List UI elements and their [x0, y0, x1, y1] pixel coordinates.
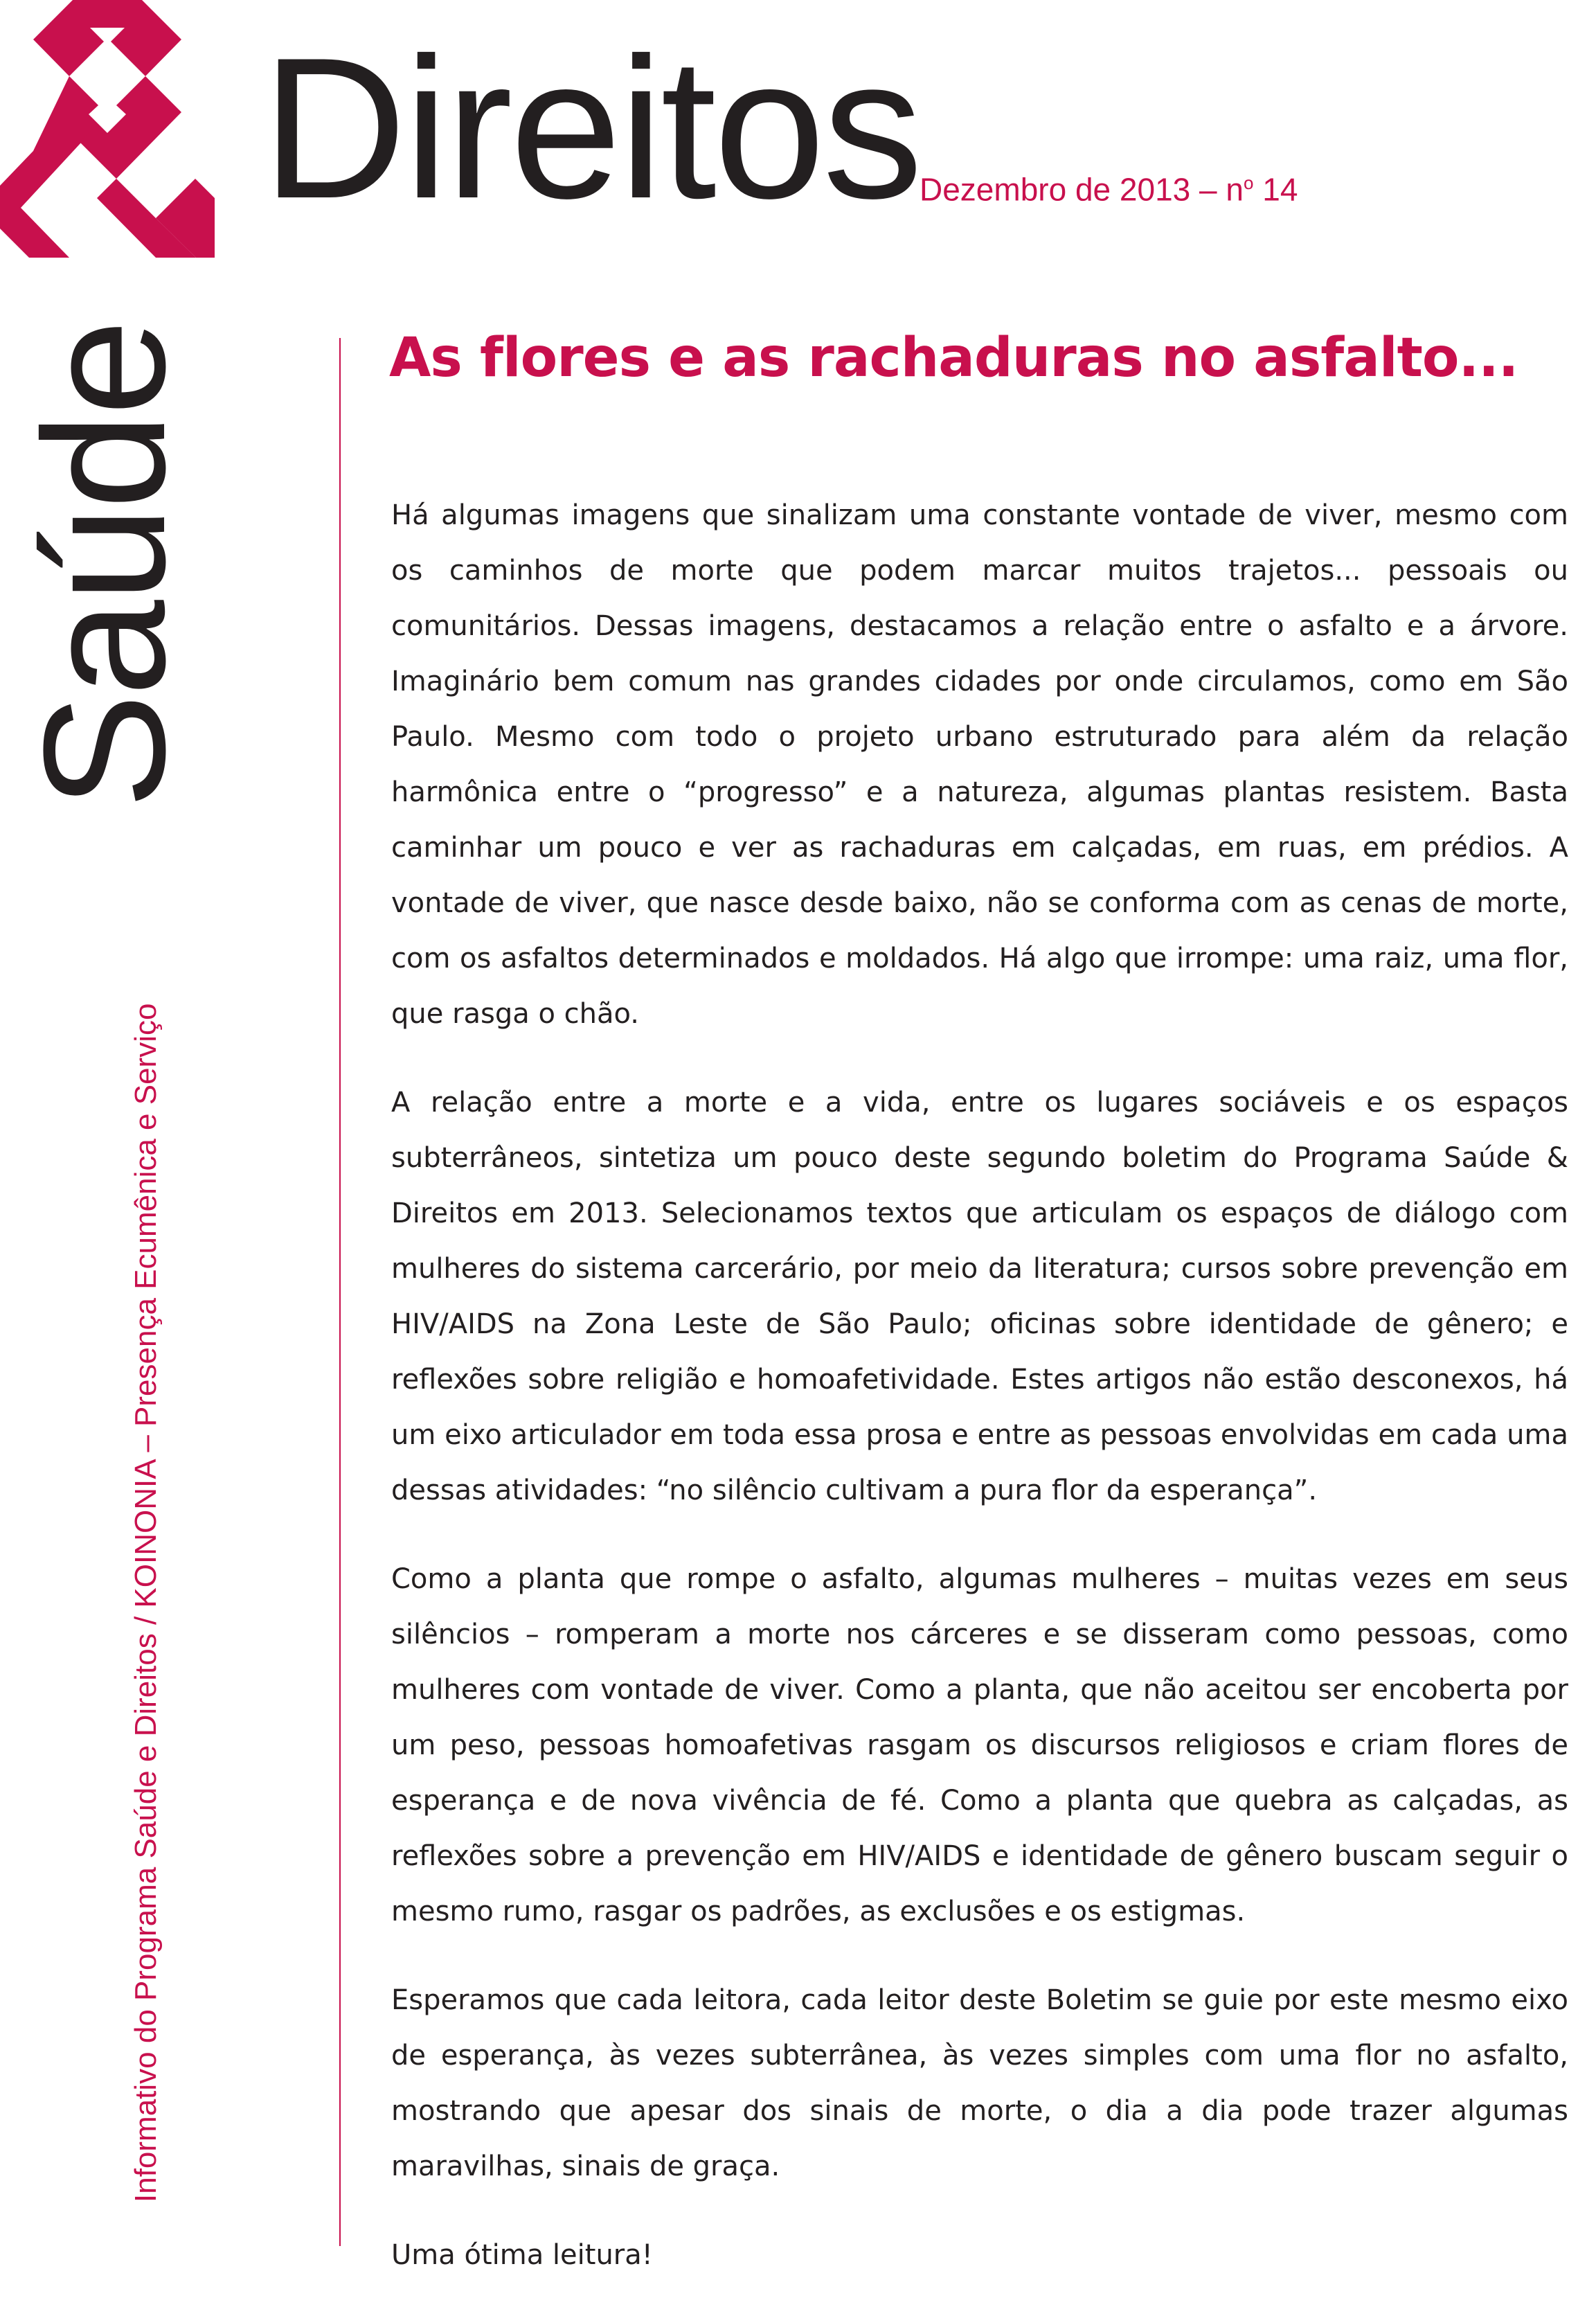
sidebar-subtitle: Informativo do Programa Saúde e Direitos / KOINONIA – Presença Ecumênica e Serviço	[129, 1003, 163, 2202]
article-body	[391, 488, 1568, 2316]
vertical-divider	[339, 338, 341, 2246]
article-paragraph: Esperamos que cada leitora, cada leitor deste Boletim se guie por este mesmo eixo de esperança, às vezes subterrânea, às vezes simples com uma flor no asfalto, mostrando que apesar dos sinais de morte, o dia a dia pode trazer algumas maravilhas, sinais de graça.	[391, 1984, 1568, 2182]
red-ribbon-logo	[0, 0, 215, 263]
issue-date	[920, 163, 1298, 208]
sidebar-word: Saúde	[8, 322, 201, 809]
issue-date-text: Dezembro de 2013 – n	[920, 171, 1244, 208]
article-paragraph: A relação entre a morte e a vida, entre os lugares sociáveis e os espaços subterrâneos, sintetiza um pouco deste segundo boletim do Programa Saúde & Direitos em 2013. Selecionamos textos que articulam os espaços de diálogo com mulheres do sistema carcerário, por meio da literatura; cursos sobre prevenção em HIV/AIDS na Zona Leste de São Paulo; oficinas sobre identidade de gênero; e reflexões sobre religião e homoafetividade. Estes artigos não estão desconexos, há um eixo articulador em toda essa prosa e entre as pessoas envolvidas em cada uma dessas atividades: “no silêncio cultivam a pura flor da esperança”.	[391, 1087, 1568, 1506]
article-closing: Uma ótima leitura!	[391, 2239, 653, 2271]
article-headline: As flores e as rachaduras no asfalto...	[389, 327, 1518, 389]
masthead-title: Direitos	[262, 16, 920, 240]
article-paragraph: Há algumas imagens que sinalizam uma constante vontade de viver, mesmo com os caminhos de morte que podem marcar muitos trajetos... pessoais ou comunitários. Dessas imagens, destacamos a relação entre o asfalto e a árvore. Imaginário bem comum nas grandes cidades por onde circulamos, como em São Paulo. Mesmo com todo o projeto urbano estruturado para além da relação harmônica entre o “progresso” e a natureza, algumas plantas resistem. Basta caminhar um pouco e ver as rachaduras em calçadas, em ruas, em prédios. A vontade de viver, que nasce desde baixo, não se conforma com as cenas de morte, com os asfaltos determinados e moldados. Há algo que irrompe: uma raiz, uma flor, que rasga o chão.	[391, 499, 1568, 1030]
article-paragraph: Como a planta que rompe o asfalto, algumas mulheres – muitas vezes em seus silêncios – romperam a morte nos cárceres e se disseram como pessoas, como mulheres com vontade de viver. Como a planta, que não aceitou ser encoberta por um peso, pessoas homoafetivas rasgam os discursos religiosos e criam flores de esperança e de nova vivência de fé. Como a planta que quebra as calçadas, as reflexões sobre a prevenção em HIV/AIDS e identidade de gênero buscam seguir o mesmo rumo, rasgar os padrões, as exclusões e os estigmas.	[391, 1563, 1568, 1927]
issue-number: 14	[1253, 171, 1298, 208]
issue-number-superscript: o	[1243, 172, 1254, 193]
